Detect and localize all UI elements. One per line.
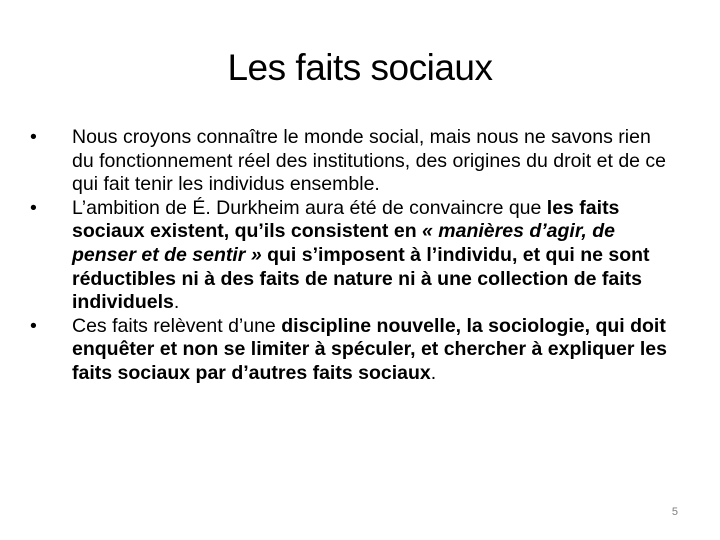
slide-number: 5 [671, 506, 678, 518]
bullet-dot-icon: • [30, 126, 37, 148]
bullet-dot-icon: • [30, 314, 37, 337]
bullet-text-bold: qui s’imposent à l’individu, et qui ne sont réductibles ni à des faits de nature ni à une collection de faits individuels [72, 243, 650, 314]
bullet-text-bold-italic: « manières d’agir, de penser et de sentir » [72, 220, 615, 266]
bullet-dot-icon: • [30, 196, 37, 219]
bullet-text: Nous croyons connaître le monde social, mais nous ne savons rien du fonctionnement réel des institutions, des origines du droit et de ce qui fait tenir les individus ensemble. [72, 126, 667, 196]
slide-body [30, 126, 680, 386]
bullet-text: . [173, 291, 180, 314]
bullet-item [30, 126, 670, 197]
bullet-item [30, 197, 670, 315]
bullet-text-bold: les faits sociaux existent, qu’ils consistent en [72, 196, 620, 243]
bullet-item [30, 315, 670, 386]
bullet-text: . [430, 361, 437, 384]
bullet-text: Ces faits relèvent d’une [72, 314, 282, 337]
bullet-text-bold: discipline nouvelle, la sociologie, qui doit enquêter et non se limiter à spéculer, et chercher à expliquer les faits sociaux par d’autres faits sociaux [72, 314, 667, 384]
bullet-text: L’ambition de É. Durkheim aura été de convaincre que [72, 196, 547, 219]
slide-title: Les faits sociaux [227, 47, 493, 88]
